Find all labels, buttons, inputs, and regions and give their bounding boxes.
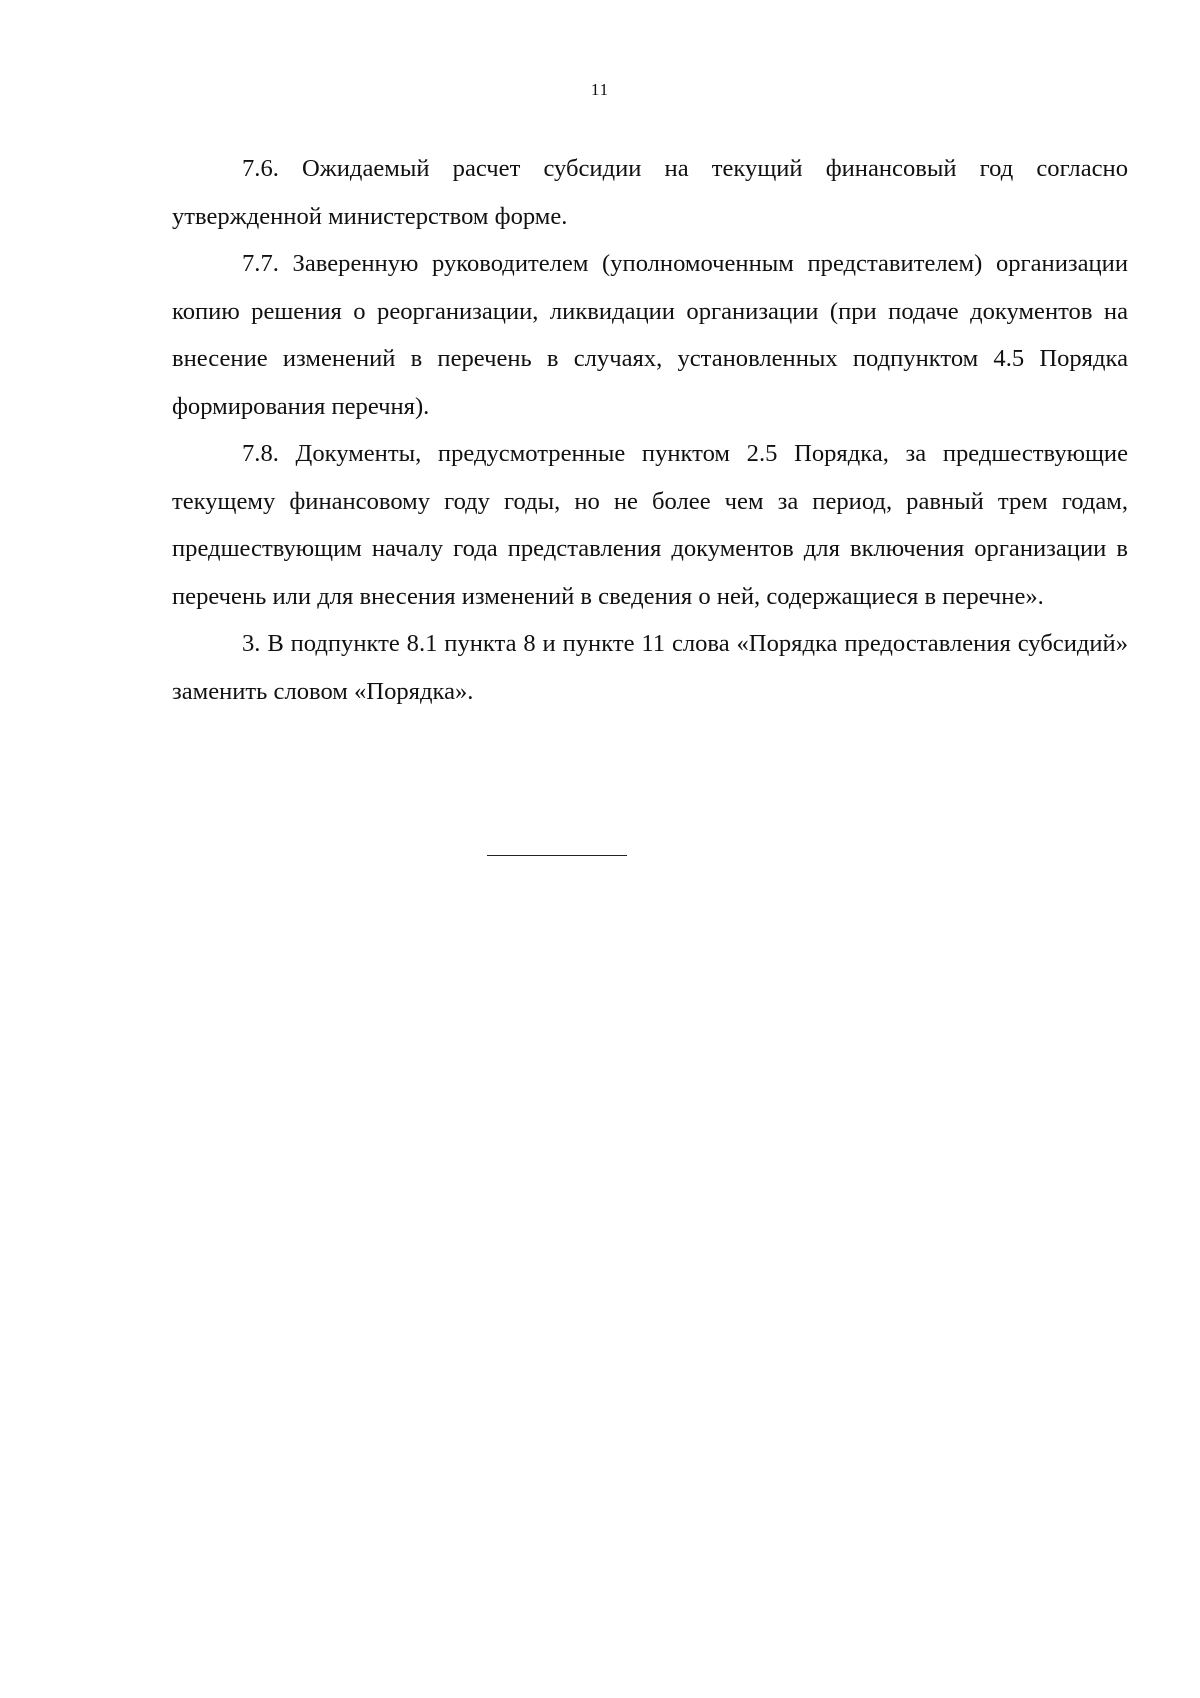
paragraph-7-7: 7.7. Заверенную руководителем (уполномоченным представителем) организации копию решения о реорганизации, ликвидации организации (при подаче документов на внесение изменений в перечень в случаях, установленных подпунктом 4.5 Порядка формирования перечня).: [172, 250, 1128, 420]
end-separator-line: [487, 855, 627, 856]
page-number: 11: [590, 80, 610, 99]
paragraph-3: 3. В подпункте 8.1 пункта 8 и пункте 11 слова «Порядка предоставления субсидий» заменить словом «Порядка».: [172, 630, 1128, 705]
paragraph-7-6: 7.6. Ожидаемый расчет субсидии на текущий финансовый год согласно утвержденной министерством форме.: [172, 155, 1128, 230]
paragraph-7-8: 7.8. Документы, предусмотренные пунктом 2.5 Порядка, за предшествующие текущему финансовому году годы, но не более чем за период, равный трем годам, предшествующим началу года представления документов для включения организации в перечень или для внесения изменений в сведения о ней, содержащиеся в перечне».: [172, 440, 1128, 610]
document-body: [172, 145, 1128, 715]
